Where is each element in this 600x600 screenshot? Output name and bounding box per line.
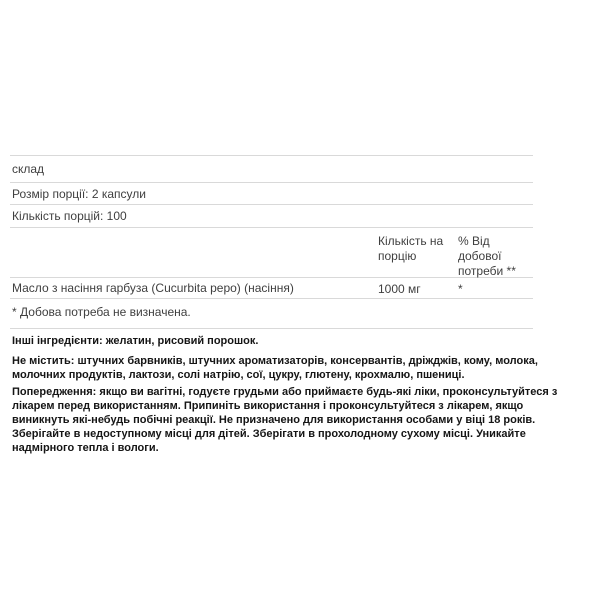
other-ingredients-paragraph: Інші інгредієнти: желатин, рисовий порошок. <box>12 335 259 347</box>
daily-value-footnote-row <box>10 299 533 329</box>
facts-column-header-row <box>10 228 533 278</box>
serving-size-text: Розмір порції: 2 капсули <box>12 186 146 201</box>
facts-section-title-row <box>10 156 533 183</box>
warnings-paragraph: Попередження: якщо ви вагітні, годуєте грудьми або приймаєте будь-які ліки, проконсультуйтеся з лікарем перед використанням. Припиніть використання і проконсультуйтеся з лікарем, якщо виникнуть які-небудь побічні реакції. Не призначено для використання особами у віці 18 років. Зберігайте в недоступному місці для дітей. Зберігати в прохолодному сухому місці. Уникайте надмірного тепла і вологи. <box>12 386 558 454</box>
column-header-amount-per-serving: Кількість на порцію <box>378 234 444 263</box>
ingredient-row <box>10 278 533 299</box>
daily-value-footnote: * Добова потреба не визначена. <box>12 305 191 319</box>
supplement-facts-table <box>10 155 533 329</box>
servings-per-container-text: Кількість порцій: 100 <box>12 209 127 223</box>
free-of-paragraph: Не містить: штучних барвників, штучних ароматизаторів, консервантів, дріжджів, кому, молока, молочних продуктів, лактози, солі натрію, сої, цукру, глютену, крохмалю, пшениці. <box>12 355 538 381</box>
servings-per-container-row <box>10 205 533 228</box>
ingredient-name: Масло з насіння гарбуза (Cucurbita pepo) (насіння) <box>12 281 294 295</box>
serving-size-row <box>10 183 533 205</box>
facts-section-title: склад <box>12 162 45 176</box>
ingredient-daily-value: * <box>458 281 463 296</box>
ingredient-amount: 1000 мг <box>378 281 421 296</box>
column-header-percent-daily-value: % Від добової потреби ** <box>458 234 516 278</box>
